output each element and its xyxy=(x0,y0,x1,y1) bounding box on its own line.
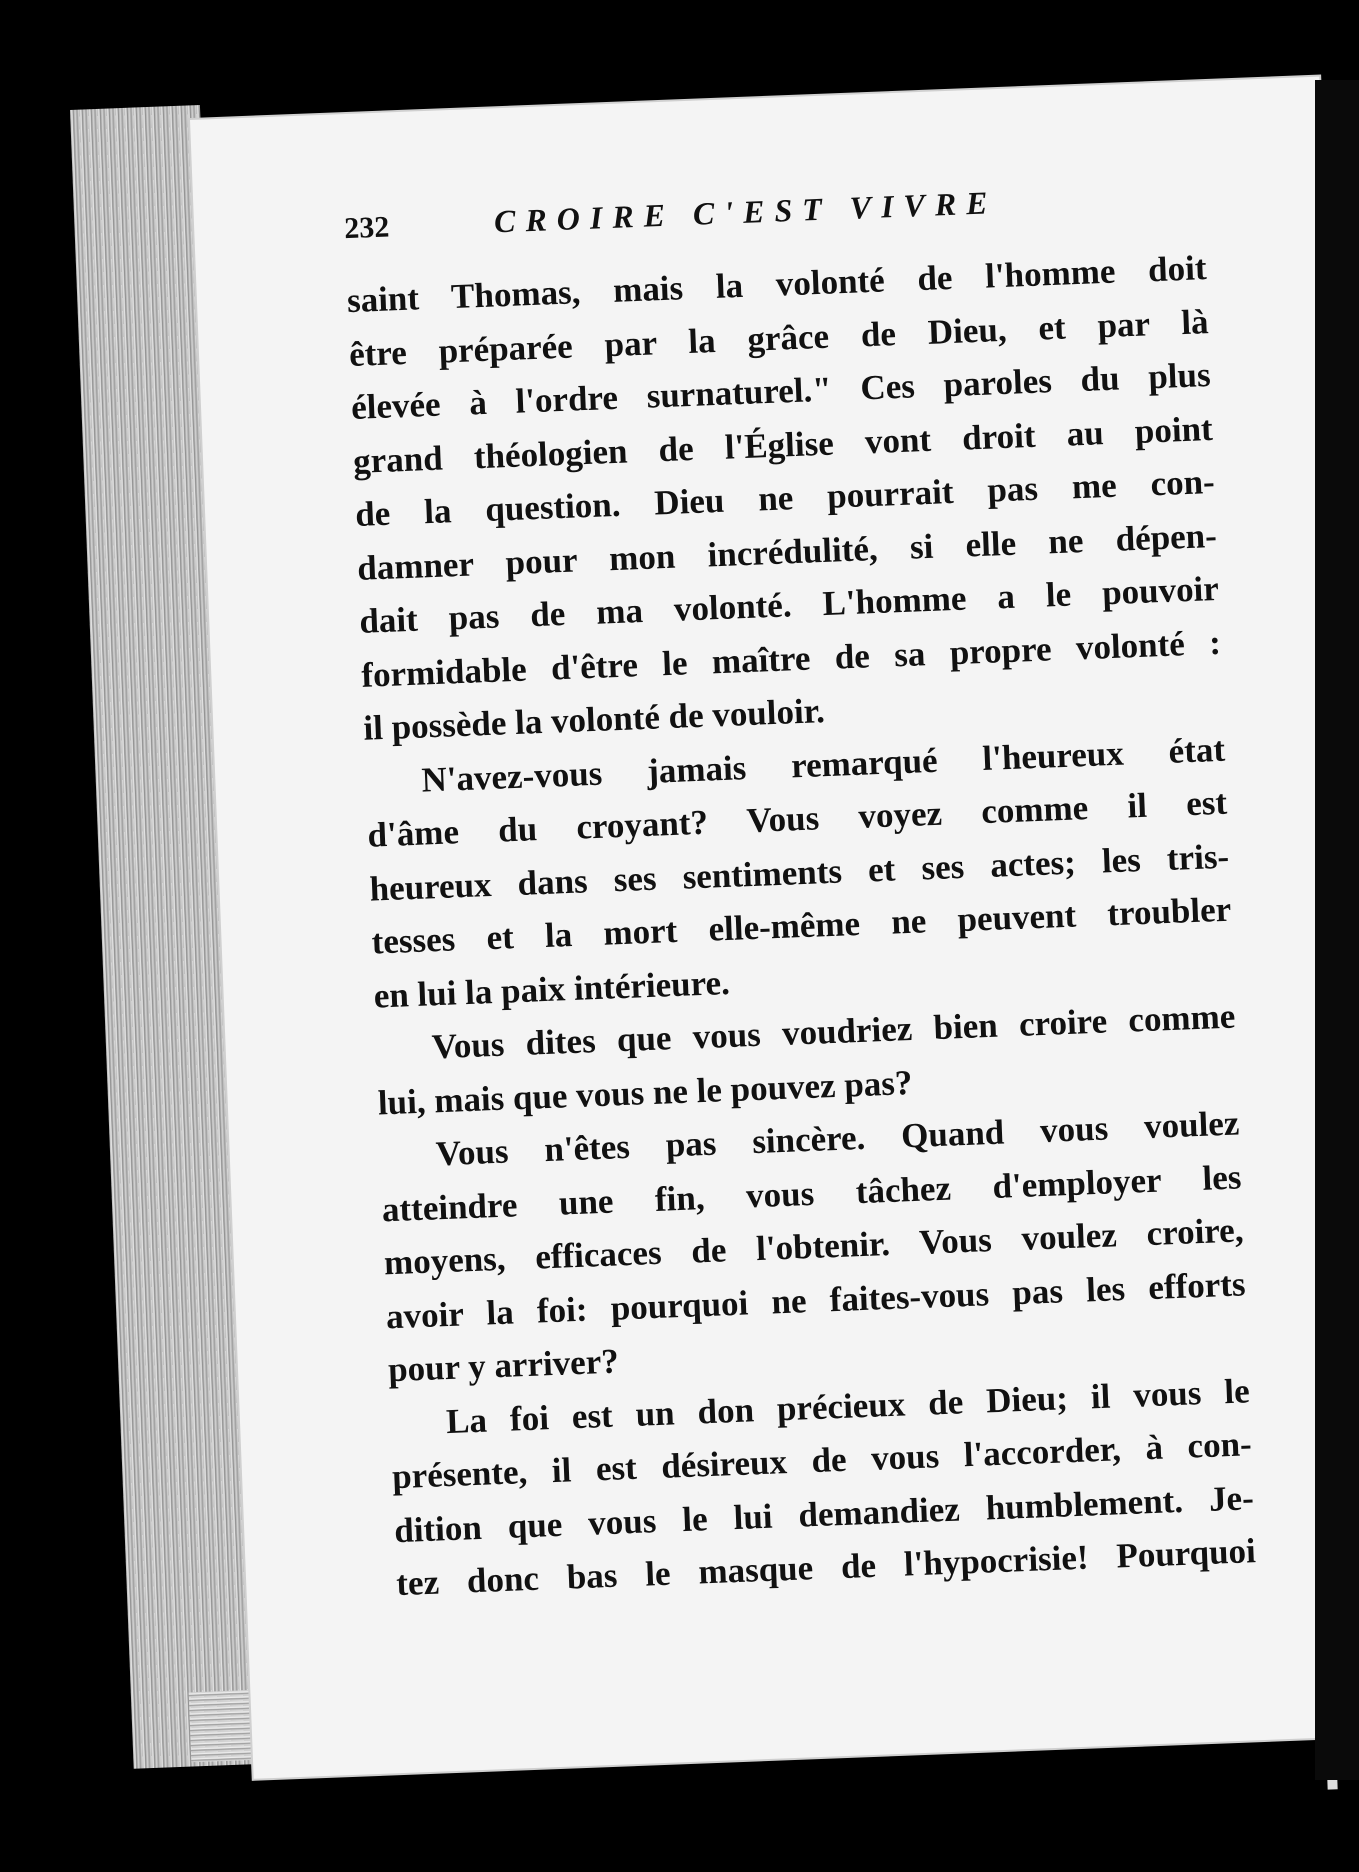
book-page xyxy=(190,77,1359,1779)
text-line: atteindre une fin, vous tâchez d'employer les xyxy=(381,1156,1243,1229)
text-line: tesses et la mort elle-même ne peuvent troubler xyxy=(370,889,1232,962)
text-line: lui, mais que vous ne le pouvez pas? xyxy=(377,1062,914,1122)
text-line: La foi est un don précieux de Dieu; il vous le xyxy=(445,1370,1251,1441)
right-gutter xyxy=(1315,80,1359,1780)
text-line: Vous n'êtes pas sincère. Quand vous voulez xyxy=(435,1103,1241,1174)
running-head: CROIRE C'EST VIVRE xyxy=(493,184,999,240)
text-line: avoir la foi: pourquoi ne faites-vous pas les efforts xyxy=(385,1263,1247,1336)
text-line: moyens, efficaces de l'obtenir. Vous voulez croire, xyxy=(383,1210,1245,1283)
text-line: dition que vous le lui demandiez humblement. Je- xyxy=(393,1477,1255,1550)
text-line: pour y arriver? xyxy=(387,1341,620,1390)
text-line: grand théologien de l'Église vont droit au point xyxy=(352,408,1214,481)
page-header xyxy=(344,176,1205,246)
text-line: saint Thomas, mais la volonté de l'homme doit xyxy=(346,248,1208,321)
text-line: en lui la paix intérieure. xyxy=(372,962,731,1016)
text-line: damner pour mon incrédulité, si elle ne dépen- xyxy=(356,515,1218,588)
text-line: de la question. Dieu ne pourrait pas me con- xyxy=(354,461,1216,534)
text-line: formidable d'être le maître de sa propre volonté : xyxy=(360,622,1222,695)
page-number: 232 xyxy=(343,210,390,246)
text-line: dait pas de ma volonté. L'homme a le pouvoir xyxy=(358,568,1220,641)
text-line: il possède la volonté de vouloir. xyxy=(362,691,826,748)
text-line: heureux dans ses sentiments et ses actes; les tris- xyxy=(368,836,1230,909)
text-line: être préparée par la grâce de Dieu, et par là xyxy=(348,301,1210,374)
text-line: tez donc bas le masque de l'hypocrisie! Pourquoi xyxy=(395,1531,1257,1604)
text-line: présente, il est désireux de vous l'accorder, à con- xyxy=(391,1424,1253,1497)
text-line: N'avez-vous jamais remarqué l'heureux état xyxy=(420,729,1226,800)
text-line: élevée à l'ordre surnaturel." Ces paroles du plus xyxy=(350,355,1212,428)
text-line: d'âme du croyant? Vous voyez comme il est xyxy=(366,782,1228,855)
body-text xyxy=(346,241,1257,1611)
text-line: Vous dites que vous voudriez bien croire comme xyxy=(431,996,1236,1067)
page-content xyxy=(344,176,1257,1610)
